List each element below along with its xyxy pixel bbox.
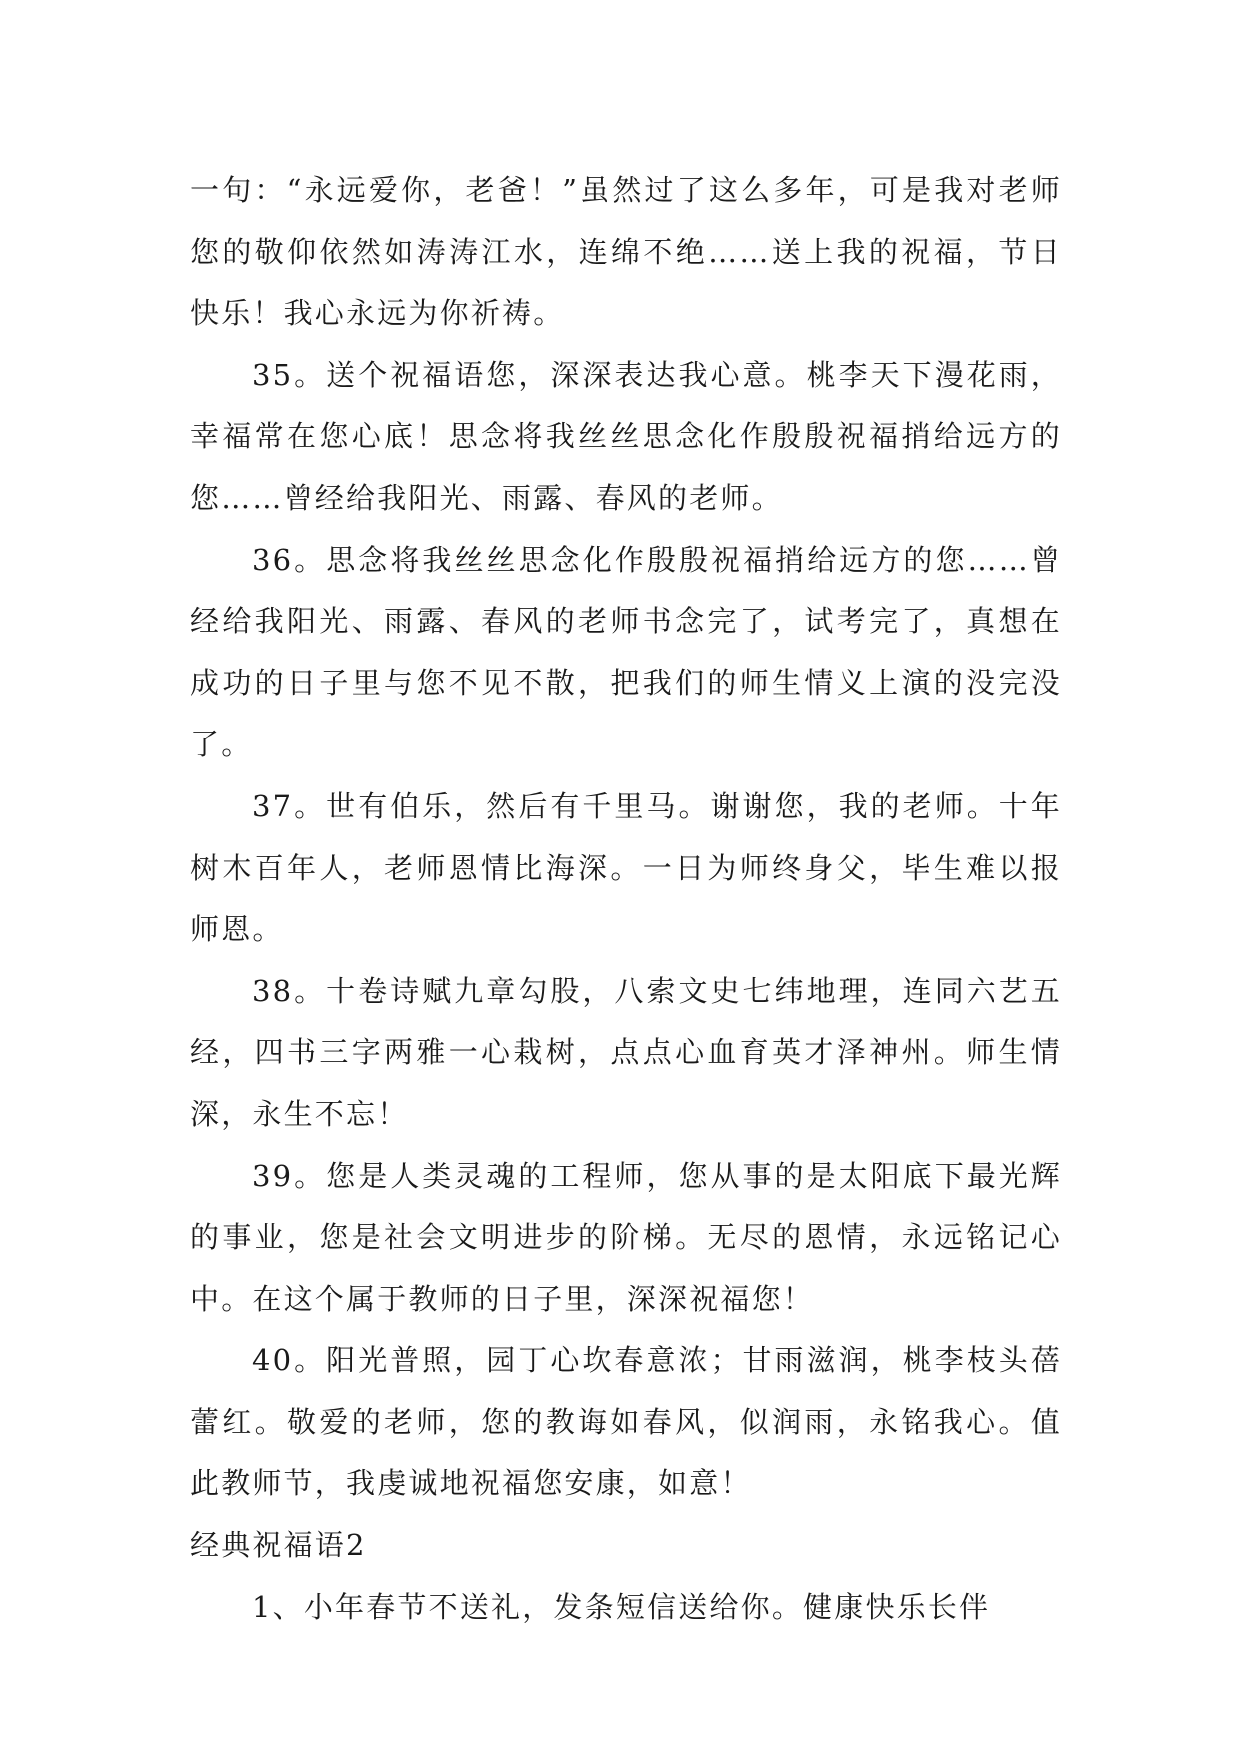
paragraph-35: 35。送个祝福语您，深深表达我心意。桃李天下漫花雨，幸福常在您心底！思念将我丝丝思念化作殷殷祝福捎给远方的您……曾经给我阳光、雨露、春风的老师。: [190, 357, 1062, 515]
paragraph-38: 38。十卷诗赋九章勾股，八索文史七纬地理，连同六艺五经，四书三字两雅一心栽树，点点心血育英才泽神州。师生情深，永生不忘！: [190, 973, 1062, 1131]
paragraph-continuation: 一句：“永远爱你，老爸！”虽然过了这么多年，可是我对老师您的敬仰依然如涛涛江水，连绵不绝……送上我的祝福，节日快乐！我心永远为你祈祷。: [190, 173, 1062, 331]
paragraph-40: 40。阳光普照，园丁心坎春意浓；甘雨滋润，桃李枝头蓓蕾红。敬爱的老师，您的教诲如春风，似润雨，永铭我心。值此教师节，我虔诚地祝福您安康，如意！: [190, 1343, 1062, 1501]
paragraph-37: 37。世有伯乐，然后有千里马。谢谢您，我的老师。十年树木百年人，老师恩情比海深。一日为师终身父，毕生难以报师恩。: [190, 788, 1062, 947]
document-body: [190, 160, 1062, 1638]
paragraph-36: 36。思念将我丝丝思念化作殷殷祝福捎给远方的您……曾经给我阳光、雨露、春风的老师书念完了，试考完了，真想在成功的日子里与您不见不散，把我们的师生情义上演的没完没了。: [190, 542, 1062, 762]
paragraph-39: 39。您是人类灵魂的工程师，您从事的是太阳底下最光辉的事业，您是社会文明进步的阶梯。无尽的恩情，永远铭记心中。在这个属于教师的日子里，深深祝福您！: [190, 1158, 1062, 1316]
paragraph-1: 1、小年春节不送礼，发条短信送给你。健康快乐长伴: [252, 1589, 991, 1624]
section-heading: 经典祝福语2: [190, 1528, 367, 1563]
